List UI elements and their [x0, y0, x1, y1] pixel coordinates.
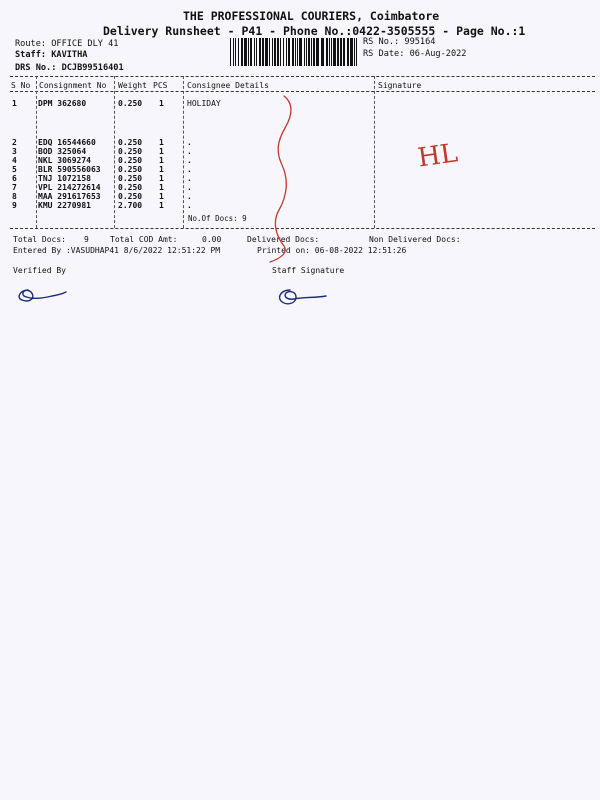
barcode-bar — [331, 38, 332, 66]
row-pcs: 1 — [159, 192, 164, 201]
row-pcs: 1 — [159, 138, 164, 147]
barcode-bar — [269, 38, 270, 66]
drs-number: DRS No.: DCJB99516401 — [15, 63, 124, 73]
printed-on: Printed on: 06-08-2022 12:51:26 — [257, 246, 407, 255]
barcode-bar — [308, 38, 310, 66]
total-docs-value: 9 — [84, 235, 89, 244]
barcode-bar — [254, 38, 255, 66]
total-docs-label: Total Docs: — [13, 235, 66, 244]
row-sno: 8 — [12, 192, 17, 201]
handwritten-initials: HL — [415, 138, 460, 174]
barcode-bar — [274, 38, 276, 66]
table-bottom-rule — [10, 228, 595, 229]
row-details: . — [187, 201, 192, 210]
barcode-bar — [292, 38, 294, 66]
rs-number: RS No.: 995164 — [363, 37, 436, 47]
verified-by-signature — [19, 290, 66, 301]
barcode-bar — [238, 38, 239, 66]
row-weight: 0.250 — [118, 156, 143, 165]
total-cod-value: 0.00 — [202, 235, 222, 244]
barcode-bar — [299, 38, 302, 66]
header-sno: S No — [11, 81, 31, 90]
barcode-bar — [265, 38, 268, 66]
col-divider — [183, 76, 184, 228]
staff-signature-mark — [280, 290, 326, 304]
row-details: . — [187, 165, 192, 174]
company-title: THE PROFESSIONAL COURIERS, Coimbatore — [183, 9, 440, 23]
row-pcs: 1 — [159, 156, 164, 165]
barcode-bar — [288, 38, 290, 66]
header-signature: Signature — [378, 81, 422, 90]
row-details: . — [187, 192, 192, 201]
col-divider — [36, 76, 37, 228]
barcode-bar — [256, 38, 257, 66]
row-consignment: MAA 291617653 — [38, 192, 101, 201]
row-consignment: BLR 590556063 — [38, 165, 101, 174]
rs-date: RS Date: 06-Aug-2022 — [363, 49, 467, 59]
barcode-bar — [347, 38, 349, 66]
header-pcs: PCS — [153, 81, 168, 90]
row-consignment: BOD 325064 — [38, 147, 87, 156]
barcode-bar — [297, 38, 298, 66]
row-pcs: 1 — [159, 165, 164, 174]
barcode-bar — [259, 38, 261, 66]
barcode-bar — [248, 38, 249, 66]
staff-label: Staff: KAVITHA — [15, 50, 88, 60]
barcode-bar — [326, 38, 328, 66]
barcode-bar — [280, 38, 281, 66]
barcode-bar — [354, 38, 355, 66]
barcode-bar — [235, 38, 236, 66]
row-sno: 2 — [12, 138, 17, 147]
row-details: . — [187, 174, 192, 183]
row-weight: 0.250 — [118, 174, 143, 183]
row-sno: 5 — [12, 165, 17, 174]
barcode-bar — [350, 38, 353, 66]
barcode-bar — [306, 38, 307, 66]
row-sno: 6 — [12, 174, 17, 183]
header-consignment: Consignment No — [39, 81, 107, 90]
row-sno: 4 — [12, 156, 17, 165]
barcode-bar — [343, 38, 345, 66]
col-divider — [114, 76, 115, 228]
route-label: Route: OFFICE DLY 41 — [15, 39, 119, 49]
entered-by: Entered By :VASUDHAP41 8/6/2022 12:51:22 PM — [13, 246, 221, 255]
total-cod-label: Total COD Amt: — [110, 235, 178, 244]
row-details: . — [187, 147, 192, 156]
barcode-bar — [230, 38, 231, 66]
table-header-rule — [10, 91, 595, 92]
row-consignment: VPL 214272614 — [38, 183, 101, 192]
header-weight: Weight — [118, 81, 147, 90]
barcode-bar — [241, 38, 243, 66]
barcode-bar — [277, 38, 279, 66]
barcode-bar — [329, 38, 330, 66]
header-consignee-details: Consignee Details — [187, 81, 269, 90]
row-consignment: EDQ 16544660 — [38, 138, 96, 147]
barcode-bar — [313, 38, 315, 66]
barcode-bar — [337, 38, 339, 66]
row-pcs: 1 — [159, 99, 164, 108]
row-consignment: TNJ 1072158 — [38, 174, 91, 183]
barcode — [230, 38, 357, 66]
barcode-bar — [244, 38, 247, 66]
barcode-bar — [286, 38, 287, 66]
barcode-bar — [233, 38, 234, 66]
row-sno: 7 — [12, 183, 17, 192]
row-pcs: 1 — [159, 183, 164, 192]
row-details: . — [187, 183, 192, 192]
row-pcs: 1 — [159, 201, 164, 210]
delivered-docs-label: Delivered Docs: — [247, 235, 320, 244]
row-weight: 0.250 — [118, 138, 143, 147]
row-weight: 0.250 — [118, 99, 143, 108]
table-top-rule — [10, 76, 595, 77]
barcode-bar — [250, 38, 252, 66]
row-consignment: NKL 3069274 — [38, 156, 91, 165]
row-weight: 0.250 — [118, 192, 143, 201]
no-of-docs: No.Of Docs: 9 — [188, 214, 247, 223]
row-pcs: 1 — [159, 147, 164, 156]
barcode-bar — [295, 38, 296, 66]
verified-by-label: Verified By — [13, 266, 66, 275]
barcode-bar — [333, 38, 336, 66]
staff-signature-label: Staff Signature — [272, 266, 345, 275]
row-consignment: DPM 362680 — [38, 99, 87, 108]
barcode-bar — [316, 38, 319, 66]
row-details: . — [187, 138, 192, 147]
row-details: HOLIDAY — [187, 99, 221, 108]
barcode-bar — [311, 38, 312, 66]
row-weight: 0.250 — [118, 165, 143, 174]
barcode-bar — [283, 38, 284, 66]
col-divider — [374, 76, 375, 228]
row-pcs: 1 — [159, 174, 164, 183]
row-sno: 1 — [12, 99, 17, 108]
non-delivered-docs-label: Non Delivered Docs: — [369, 235, 461, 244]
row-sno: 9 — [12, 201, 17, 210]
row-weight: 0.250 — [118, 147, 143, 156]
barcode-bar — [272, 38, 273, 66]
barcode-bar — [321, 38, 324, 66]
runsheet-title: Delivery Runsheet - P41 - Phone No.:0422-3505555 - Page No.:1 — [103, 24, 526, 38]
row-weight: 0.250 — [118, 183, 143, 192]
barcode-bar — [304, 38, 305, 66]
barcode-bar — [262, 38, 264, 66]
row-consignment: KMU 2270981 — [38, 201, 91, 210]
barcode-bar — [356, 38, 357, 66]
barcode-bar — [340, 38, 342, 66]
row-details: . — [187, 156, 192, 165]
row-sno: 3 — [12, 147, 17, 156]
row-weight: 2.700 — [118, 201, 143, 210]
